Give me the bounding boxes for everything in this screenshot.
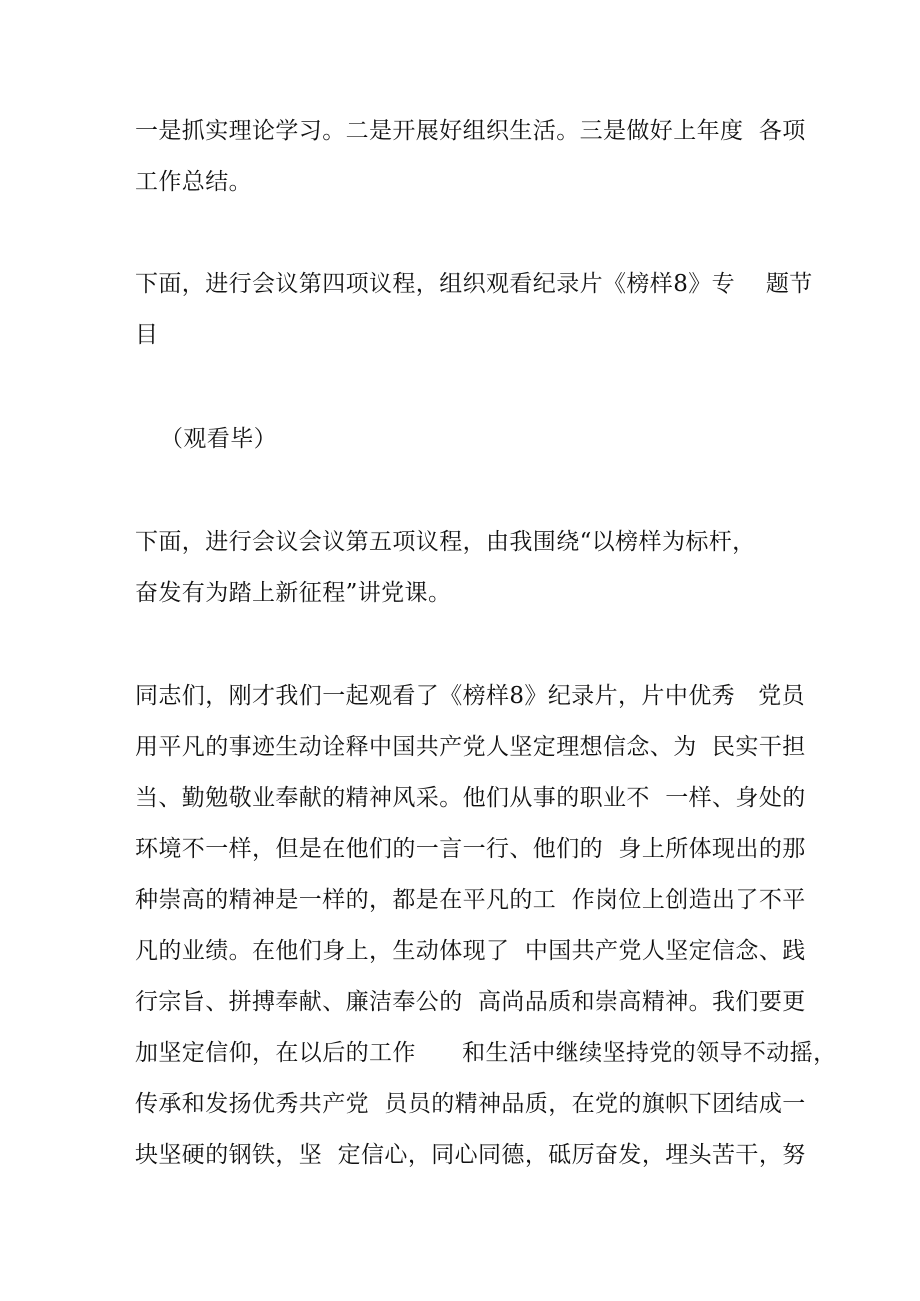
text-line: 加坚定信仰，在以后的工作 和生活中继续坚持党的领导不动摇， — [135, 1040, 837, 1066]
text-line: （观看毕） — [160, 426, 277, 452]
text-line: 一是抓实理论学习。二是开展好组织生活。三是做好上年度 各项 — [135, 118, 806, 144]
text-line: 同志们，刚才我们一起观看了《榜样8》纪录片，片中优秀 党员 — [135, 683, 805, 709]
text-line: 传承和发扬优秀共产党 员员的精神品质，在党的旗帜下团结成一 — [135, 1091, 806, 1117]
text-line: 块坚硬的钢铁，坚 定信心，同心同德，砥厉奋发，埋头苦干，努 — [135, 1142, 806, 1168]
text-line: 目 — [135, 322, 159, 348]
text-line: 奋发有为踏上新征程”讲党课。 — [135, 580, 452, 606]
text-line: 环境不一样，但是在他们的一言一行、他们的 身上所体现出的那 — [135, 836, 806, 862]
text-line: 行宗旨、拼搏奉献、廉洁奉公的 高尚品质和崇高精神。我们要更 — [135, 989, 806, 1015]
text-line: 种崇高的精神是一样的，都是在平凡的工 作岗位上创造出了不平 — [135, 887, 806, 913]
text-line: 下面，进行会议会议第五项议程，由我围绕“以榜样为标杆， — [135, 529, 756, 555]
text-line: 下面，进行会议第四项议程，组织观看纪录片《榜样8》专 题节 — [135, 271, 813, 297]
text-line: 当、勤勉敬业奉献的精神风采。他们从事的职业不 一样、身处的 — [135, 785, 806, 811]
text-line: 凡的业绩。在他们身上，生动体现了 中国共产党人坚定信念、践 — [135, 938, 806, 964]
text-line: 用平凡的事迹生动诠释中国共产党人坚定理想信念、为 民实干担 — [135, 734, 806, 760]
text-line: 工作总结。 — [135, 169, 252, 195]
